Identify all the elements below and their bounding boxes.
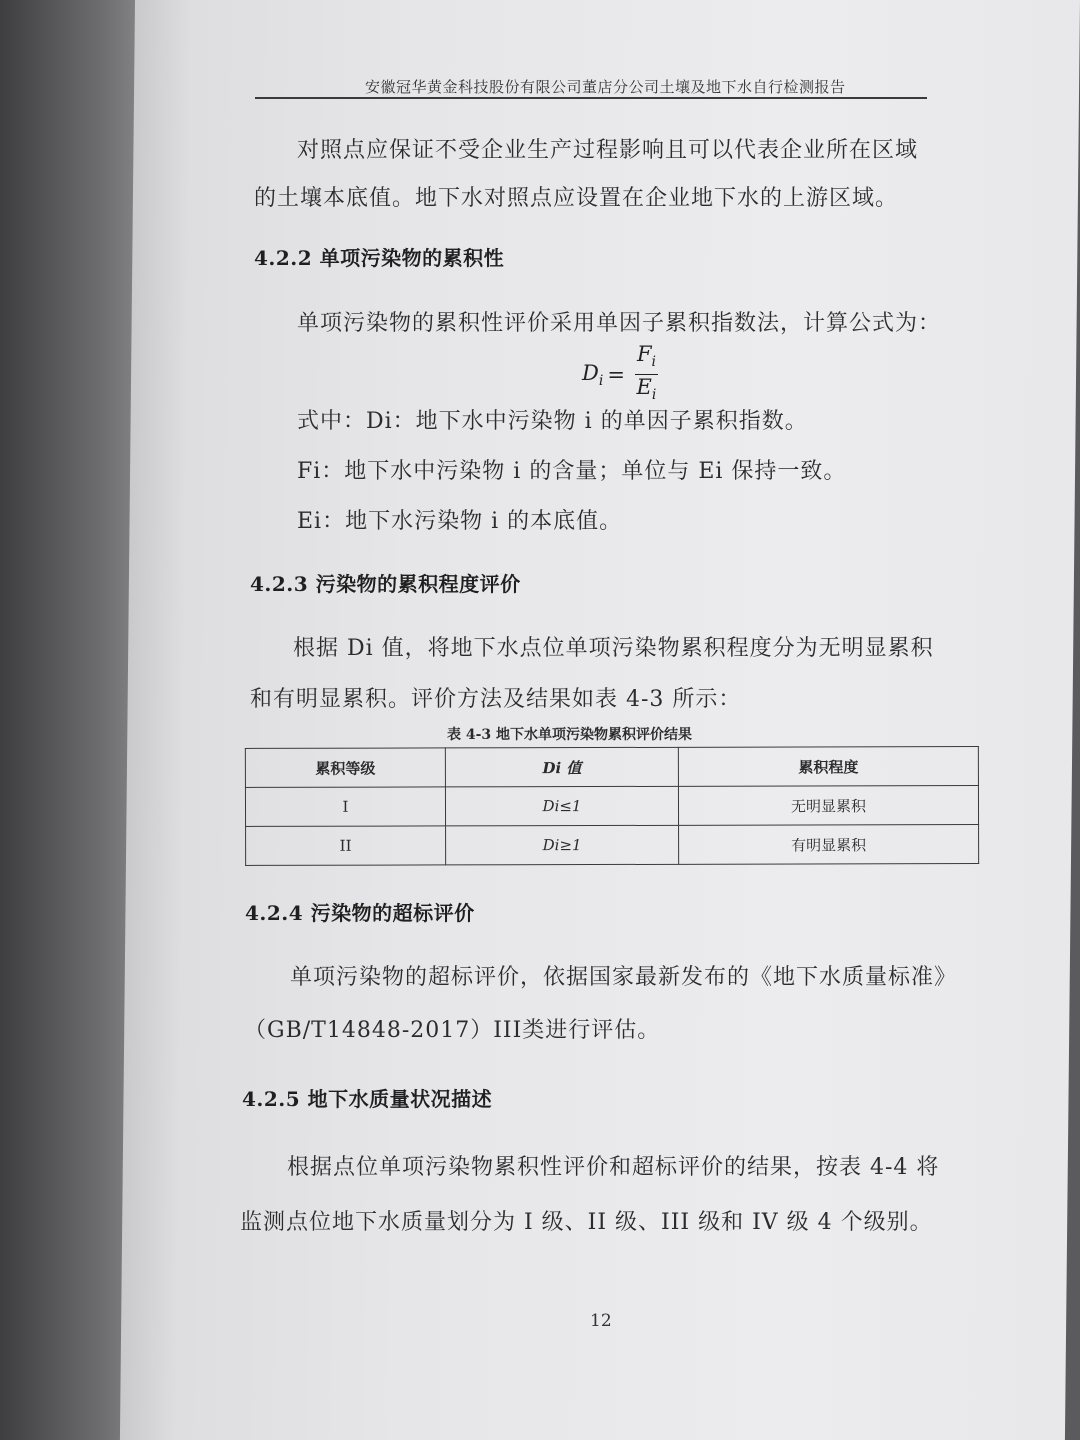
definition-fi: Fi：地下水中污染物 i 的含量；单位与 Ei 保持一致。 bbox=[297, 459, 847, 484]
running-header: 安徽冠华黄金科技股份有限公司董店分公司土壤及地下水自行检测报告 bbox=[365, 78, 846, 96]
table-caption: 表 4-3 地下水单项污染物累积评价结果 bbox=[447, 727, 693, 743]
heading-4-2-5: 4.2.5 地下水质量状况描述 bbox=[242, 1087, 493, 1111]
formula-numerator: $F_i$ bbox=[635, 342, 658, 375]
heading-4-2-3: 4.2.3 污染物的累积程度评价 bbox=[250, 572, 521, 596]
paragraph-3-line-1: 根据 Di 值，将地下水点位单项污染物累积程度分为无明显累积 bbox=[293, 636, 934, 661]
heading-4-2-4: 4.2.4 污染物的超标评价 bbox=[245, 901, 475, 925]
cumulative-evaluation-table bbox=[245, 746, 979, 866]
table-cell: I bbox=[245, 787, 445, 827]
cumulative-index-formula bbox=[582, 342, 658, 407]
heading-4-2-2: 4.2.2 单项污染物的累积性 bbox=[254, 246, 505, 270]
table-cell: II bbox=[246, 826, 446, 866]
formula-equals: = bbox=[607, 362, 625, 387]
table-row bbox=[246, 825, 979, 866]
paragraph-4-line-2: （GB/T14848-2017）III类进行评估。 bbox=[244, 1018, 661, 1043]
paragraph-5-line-1: 根据点位单项污染物累积性评价和超标评价的结果，按表 4-4 将 bbox=[287, 1155, 940, 1180]
table-cell: Di≤1 bbox=[445, 786, 678, 826]
page-number: 12 bbox=[590, 1311, 612, 1331]
definition-ei: Ei：地下水污染物 i 的本底值。 bbox=[297, 509, 623, 534]
definition-di: 式中：Di：地下水中污染物 i 的单因子累积指数。 bbox=[297, 409, 808, 434]
formula-fraction bbox=[635, 342, 658, 407]
table-cell: Di≥1 bbox=[446, 825, 679, 865]
header-rule bbox=[255, 97, 927, 99]
table-header-row bbox=[245, 747, 978, 788]
paragraph-2: 单项污染物的累积性评价采用单因子累积指数法，计算公式为： bbox=[297, 311, 942, 336]
paragraph-1-line-2: 的土壤本底值。地下水对照点应设置在企业地下水的上游区域。 bbox=[254, 186, 899, 211]
paragraph-1-line-1: 对照点应保证不受企业生产过程影响且可以代表企业所在区域 bbox=[297, 138, 919, 163]
paragraph-3-line-2: 和有明显累积。评价方法及结果如表 4-3 所示： bbox=[250, 687, 742, 712]
table-cell: 无明显累积 bbox=[678, 786, 978, 826]
table-row bbox=[245, 786, 978, 827]
table-header-cell: 累积程度 bbox=[678, 747, 978, 787]
paragraph-5-line-2: 监测点位地下水质量划分为 I 级、II 级、III 级和 IV 级 4 个级别。 bbox=[240, 1210, 933, 1235]
table-header-cell: Di 值 bbox=[445, 747, 678, 787]
table-header-cell: 累积等级 bbox=[245, 748, 445, 788]
paragraph-4-line-1: 单项污染物的超标评价，依据国家最新发布的《地下水质量标准》 bbox=[290, 965, 958, 990]
table-cell: 有明显累积 bbox=[679, 825, 979, 865]
formula-lhs: $D_i$ bbox=[582, 360, 604, 389]
formula-denominator: $E_i$ bbox=[636, 375, 657, 404]
